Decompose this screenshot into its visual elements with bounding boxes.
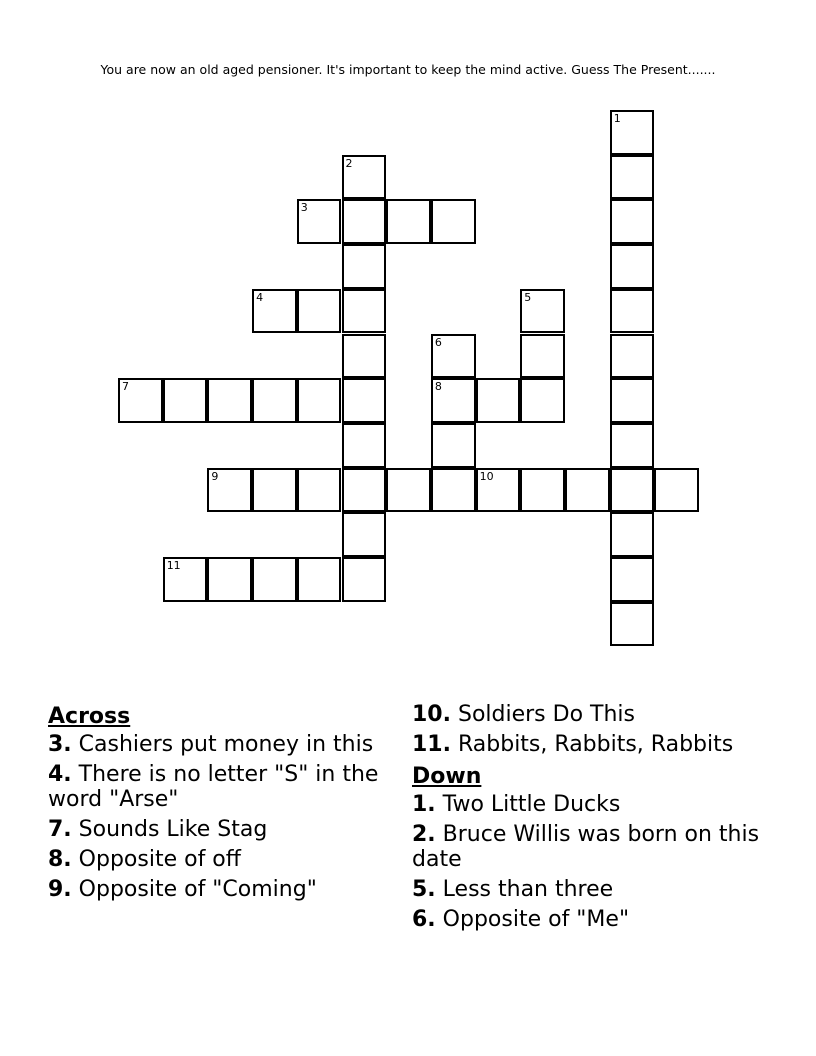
clue-number: 8.: [48, 846, 72, 872]
grid-cell[interactable]: [431, 378, 476, 423]
grid-cell[interactable]: [163, 378, 208, 423]
grid-cell[interactable]: [610, 468, 655, 513]
grid-cell[interactable]: [207, 378, 252, 423]
cell-number: 8: [434, 380, 442, 394]
clue-text: Opposite of "Coming": [78, 876, 317, 902]
cell-number: 7: [122, 380, 129, 394]
grid-cell[interactable]: [118, 378, 163, 423]
clue-across-3: [48, 732, 398, 757]
clue-text: Bruce Willis was born on this date: [412, 821, 760, 872]
clue-number: 3.: [48, 731, 72, 757]
grid-cell[interactable]: [342, 468, 387, 513]
grid-cell[interactable]: [610, 155, 655, 200]
grid-cell[interactable]: [252, 468, 297, 513]
clues-left-column: [48, 702, 398, 907]
grid-cell[interactable]: [342, 557, 387, 602]
down-heading: Down: [412, 764, 482, 789]
clue-across-7: [48, 817, 398, 842]
clue-across-4: [48, 762, 398, 812]
clue-number: 6.: [412, 906, 436, 932]
grid-cell[interactable]: [297, 289, 342, 334]
grid-cell[interactable]: [342, 512, 387, 557]
grid-cell[interactable]: [386, 468, 431, 513]
grid-cell[interactable]: [565, 468, 610, 513]
clue-number: 1.: [412, 791, 436, 817]
clue-down-5: [412, 877, 762, 902]
clue-down-2: [412, 822, 762, 872]
grid-cell[interactable]: [431, 423, 476, 468]
cell-number: 4: [256, 290, 264, 304]
clue-number: 5.: [412, 876, 436, 902]
grid-cell[interactable]: [431, 334, 476, 379]
cell-number: 9: [211, 469, 219, 483]
clue-across-8: [48, 847, 398, 872]
clue-text: Soldiers Do This: [457, 702, 635, 727]
grid-cell[interactable]: [163, 557, 208, 602]
grid-cell[interactable]: [610, 110, 655, 155]
clue-across-11: [412, 732, 762, 757]
clue-down-6: [412, 907, 762, 932]
cell-number: 6: [434, 335, 442, 349]
grid-cell[interactable]: [297, 468, 342, 513]
grid-cell[interactable]: [520, 468, 565, 513]
grid-cell[interactable]: [520, 378, 565, 423]
cell-number: 11: [166, 559, 181, 572]
grid-cell[interactable]: [610, 557, 655, 602]
grid-cell[interactable]: [342, 244, 387, 289]
clue-number: 11.: [412, 732, 451, 757]
across-heading: Across: [48, 704, 131, 729]
grid-cell[interactable]: [610, 512, 655, 557]
clue-text: Opposite of "Me": [442, 906, 630, 932]
grid-cell[interactable]: [431, 199, 476, 244]
grid-cell[interactable]: [520, 334, 565, 379]
clue-number: 2.: [412, 821, 436, 847]
grid-cell[interactable]: [342, 423, 387, 468]
grid-cell[interactable]: [610, 423, 655, 468]
clue-number: 4.: [48, 761, 72, 787]
clue-text: Sounds Like Stag: [78, 816, 268, 842]
grid-cell[interactable]: [386, 199, 431, 244]
grid-cell[interactable]: [252, 557, 297, 602]
clues-right-column: [412, 702, 762, 937]
grid-cell[interactable]: [610, 289, 655, 334]
cell-number: 1: [613, 112, 621, 125]
clue-number: 7.: [48, 816, 72, 842]
grid-cell[interactable]: [207, 468, 252, 513]
clue-text: Two Little Ducks: [442, 791, 621, 817]
grid-cell[interactable]: [342, 155, 387, 200]
clue-number: 10.: [412, 702, 451, 727]
clue-text: Rabbits, Rabbits, Rabbits: [457, 732, 734, 757]
grid-cell[interactable]: [342, 378, 387, 423]
grid-cell[interactable]: [207, 557, 252, 602]
grid-cell[interactable]: [476, 468, 521, 513]
grid-cell[interactable]: [610, 378, 655, 423]
cell-number: 5: [524, 290, 532, 304]
grid-cell[interactable]: [654, 468, 699, 513]
grid-cell[interactable]: [610, 199, 655, 244]
grid-cell[interactable]: [342, 289, 387, 334]
page-title: You are now an old aged pensioner. It's important to keep the mind active. Guess The Present.......: [100, 62, 716, 77]
clue-across-10: [412, 702, 762, 727]
clue-text: Opposite of off: [78, 846, 241, 872]
grid-cell[interactable]: [610, 334, 655, 379]
grid-cell[interactable]: [252, 378, 297, 423]
cell-number: 3: [300, 201, 308, 215]
grid-cell[interactable]: [520, 289, 565, 334]
grid-cell[interactable]: [297, 199, 342, 244]
grid-cell[interactable]: [297, 378, 342, 423]
clue-down-1: [412, 792, 762, 817]
clue-number: 9.: [48, 876, 72, 902]
clue-text: There is no letter "S" in the word "Arse": [48, 761, 379, 812]
grid-cell[interactable]: [610, 602, 655, 647]
clue-text: Cashiers put money in this: [78, 731, 374, 757]
grid-cell[interactable]: [476, 378, 521, 423]
grid-cell[interactable]: [431, 468, 476, 513]
clue-across-9: [48, 877, 398, 902]
grid-cell[interactable]: [342, 199, 387, 244]
grid-cell[interactable]: [297, 557, 342, 602]
clue-text: Less than three: [442, 876, 614, 902]
grid-cell[interactable]: [610, 244, 655, 289]
grid-cell[interactable]: [342, 334, 387, 379]
cell-number: 10: [479, 469, 494, 483]
cell-number: 2: [345, 156, 353, 170]
grid-cell[interactable]: [252, 289, 297, 334]
